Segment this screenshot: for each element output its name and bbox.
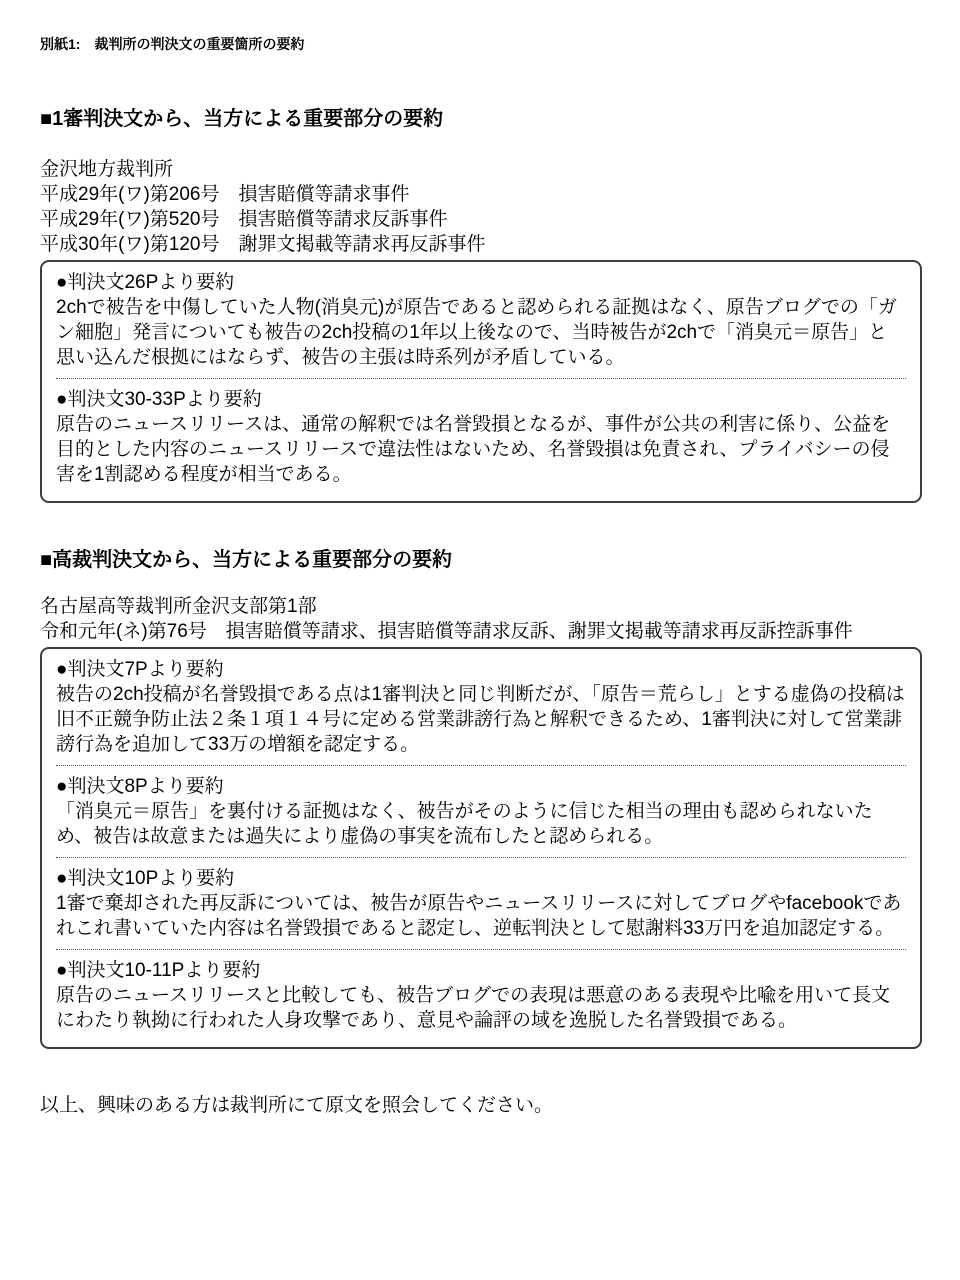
summary-box-high-court (40, 647, 922, 1049)
summary-label: ●判決文26Pより要約 (56, 272, 235, 293)
case-number-line: 平成29年(ワ)第206号 損害賠償等請求事件 (40, 184, 410, 205)
summary-label: ●判決文8Pより要約 (56, 776, 224, 797)
summary-box-first-instance (40, 260, 922, 503)
case-number-line: 令和元年(ネ)第76号 損害賠償等請求、損害賠償等請求反訴、謝罪文掲載等請求再反訴控訴事件 (40, 621, 853, 642)
summary-label: ●判決文10-11Pより要約 (56, 960, 261, 981)
summary-item (56, 653, 906, 765)
summary-label: ●判決文10Pより要約 (56, 868, 235, 889)
section-heading-first-instance: ■1審判決文から、当方による重要部分の要約 (40, 108, 444, 130)
case-number-line: 平成29年(ワ)第520号 損害賠償等請求反訴事件 (40, 209, 448, 230)
summary-label: ●判決文30-33Pより要約 (56, 389, 262, 410)
court-block-first-instance (40, 157, 922, 257)
summary-item (56, 266, 906, 378)
section-heading-high-court: ■高裁判決文から、当方による重要部分の要約 (40, 549, 453, 571)
summary-label: ●判決文7Pより要約 (56, 659, 224, 680)
summary-text: 2chで被告を中傷していた人物(消臭元)が原告であると認められる証拠はなく、原告ブログでの「ガン細胞」発言についても被告の2ch投稿の1年以上後なので、当時被告が2chで「消臭元＝原告」と思い込んだ根拠にはならず、被告の主張は時系列が矛盾している。 (56, 297, 897, 368)
court-name-line: 名古屋高等裁判所金沢支部第1部 (40, 596, 317, 617)
footer-note: 以上、興味のある方は裁判所にて原文を照会してください。 (40, 1095, 554, 1116)
summary-text: 原告のニュースリリースは、通常の解釈では名誉毀損となるが、事件が公共の利害に係り、公益を目的とした内容のニュースリリースで違法性はないため、名誉毀損は免責され、プライバシーの侵害を1割認める程度が相当である。 (56, 414, 891, 485)
section-high-court (40, 547, 922, 1049)
summary-text: 1審で棄却された再反訴については、被告が原告やニュースリリースに対してブログやfacebookであれこれ書いていた内容は名誉毀損であると認定し、逆転判決として慰謝料33万円を追加認定する。 (56, 893, 902, 939)
summary-item (56, 765, 906, 857)
court-block-high-court (40, 594, 922, 644)
section-first-instance (40, 106, 922, 503)
summary-item (56, 378, 906, 495)
court-name-line: 金沢地方裁判所 (40, 159, 174, 180)
summary-text: 原告のニュースリリースと比較しても、被告ブログでの表現は悪意のある表現や比喩を用いて長文にわたり執拗に行われた人身攻撃であり、意見や論評の域を逸脱した名誉毀損である。 (56, 985, 891, 1031)
summary-item (56, 949, 906, 1041)
summary-item (56, 857, 906, 949)
doc-title: 別紙1: 裁判所の判決文の重要箇所の要約 (40, 36, 305, 52)
summary-text: 被告の2ch投稿が名誉毀損である点は1審判決と同じ判断だが、「原告＝荒らし」とする虚偽の投稿は旧不正競争防止法２条１項１４号に定める営業誹謗行為と解釈できるため、1審判決に対して営業誹謗行為を追加して33万の増額を認定する。 (56, 684, 905, 755)
summary-text: 「消臭元＝原告」を裏付ける証拠はなく、被告がそのように信じた相当の理由も認められないため、被告は故意または過失により虚偽の事実を流布したと認められる。 (56, 801, 873, 847)
case-number-line: 平成30年(ワ)第120号 謝罪文掲載等請求再反訴事件 (40, 234, 486, 255)
